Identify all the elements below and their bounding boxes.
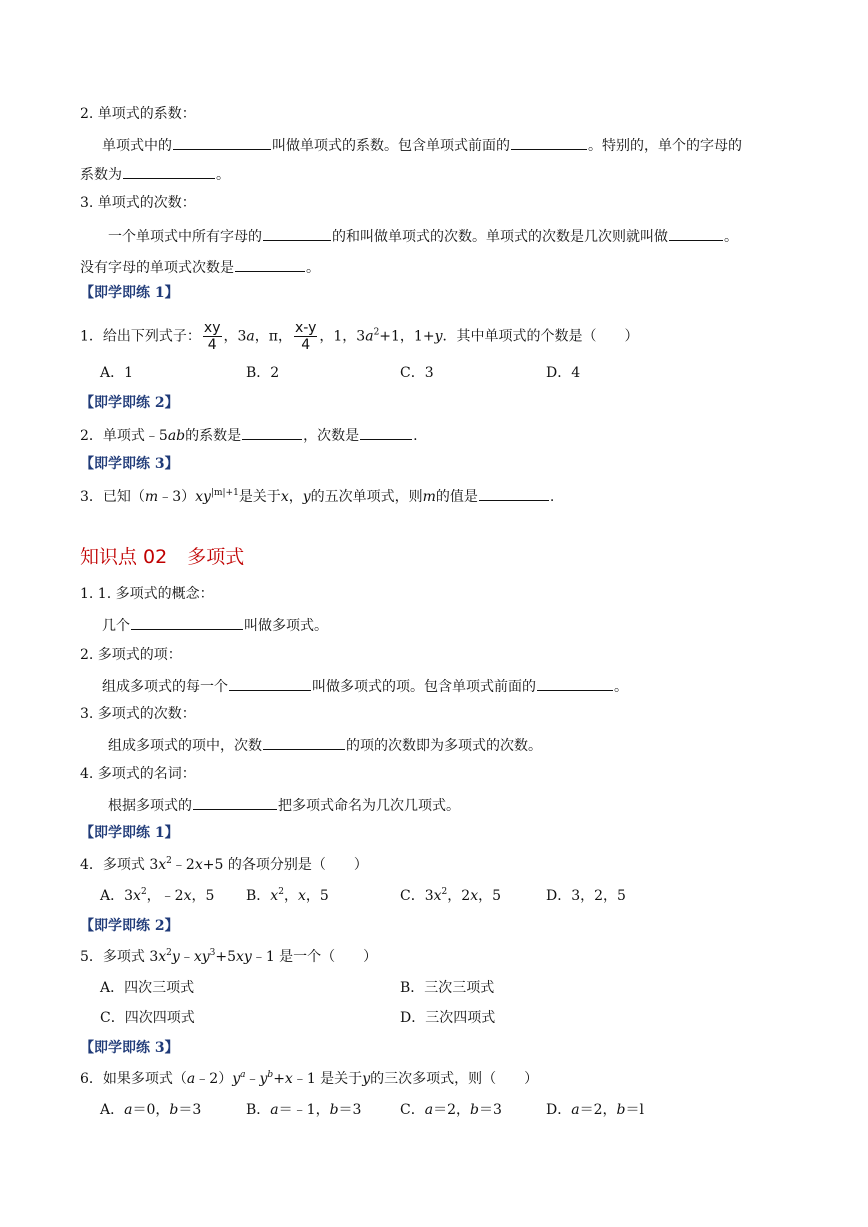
text: ，﹣2 xyxy=(146,888,184,904)
text: ， xyxy=(283,888,298,904)
answer-blank[interactable] xyxy=(193,794,277,810)
degree-heading xyxy=(80,193,196,213)
text: 的项的次数即为多项式的次数。 xyxy=(346,738,542,754)
text: 。 xyxy=(306,260,320,276)
answer-blank[interactable] xyxy=(263,225,331,241)
text: 没有字母的单项式次数是 xyxy=(80,260,234,276)
variable: xy xyxy=(193,949,210,965)
text: ，5 xyxy=(305,888,329,904)
variable: y xyxy=(259,1071,268,1087)
text: ．其中单项式的个数是（ ） xyxy=(442,328,639,345)
heading-text: 3. 单项式的次数： xyxy=(80,195,196,211)
text: 的三次多项式，则（ ） xyxy=(370,1071,539,1087)
coef-heading xyxy=(80,104,196,124)
term-heading: 2. 多项式的项： xyxy=(80,647,182,663)
exponent: 2 xyxy=(373,327,380,338)
section-title: 多项式 xyxy=(187,546,245,568)
text: 的系数是 xyxy=(185,428,242,444)
concept-line xyxy=(102,614,328,636)
answer-blank[interactable] xyxy=(173,134,271,150)
degree-line-1 xyxy=(108,225,738,247)
text: 叫做多项式的项。包含单项式前面的 xyxy=(312,679,536,695)
variable: x xyxy=(284,1071,293,1087)
answer-blank[interactable] xyxy=(479,485,549,501)
option-b[interactable] xyxy=(246,886,329,906)
text: 组成多项式的每一个 xyxy=(102,679,228,695)
option-d[interactable]: D．三次四项式 xyxy=(400,1010,496,1026)
text: ﹣1 是一个（ ） xyxy=(251,949,378,965)
option-b[interactable]: B．三次三项式 xyxy=(400,980,495,996)
text: . xyxy=(549,489,555,505)
variable: x xyxy=(280,489,289,505)
practice-tag: 【即学即练 1】 xyxy=(80,825,179,841)
text: 组成多项式的项中，次数 xyxy=(108,738,262,754)
option-c[interactable] xyxy=(400,886,501,906)
text: 2．单项式﹣5 xyxy=(80,428,168,444)
text: B． xyxy=(246,1102,271,1118)
section-label: 知识点 02 xyxy=(80,546,168,568)
answer-blank[interactable] xyxy=(669,225,723,241)
variable: x xyxy=(270,888,279,904)
question-2 xyxy=(80,424,418,446)
variable: b xyxy=(470,1102,479,1118)
option-a[interactable] xyxy=(100,1100,201,1120)
exponent: 3 xyxy=(209,948,216,958)
poly-degree-line xyxy=(108,734,542,756)
variable: x xyxy=(158,857,167,873)
text: ﹣1 是关于 xyxy=(292,1071,363,1087)
option-a[interactable] xyxy=(100,886,214,906)
text: ，5 xyxy=(191,888,215,904)
text: + xyxy=(273,1071,285,1087)
text: A．3 xyxy=(100,888,134,904)
concept-heading: 1. 1. 多项式的概念： xyxy=(80,586,214,602)
exponent: |m|+1 xyxy=(210,488,239,498)
text: 几个 xyxy=(102,618,130,634)
question-4 xyxy=(80,855,368,875)
option-c[interactable]: C．3 xyxy=(400,365,434,381)
text: C． xyxy=(400,1102,425,1118)
text: ＝3 xyxy=(478,1102,502,1118)
variable: b xyxy=(616,1102,626,1118)
text: ﹣2 xyxy=(171,857,195,873)
text: A． xyxy=(100,1102,125,1118)
question-5 xyxy=(80,947,377,967)
variable: y xyxy=(232,1071,241,1087)
text: 。 xyxy=(216,167,230,183)
text: 叫做单项式的系数。包含单项式前面的 xyxy=(272,138,510,154)
text: ﹣ xyxy=(245,1071,260,1087)
text: ＝3 xyxy=(338,1102,362,1118)
text: ，π， xyxy=(254,328,292,345)
fraction xyxy=(203,320,222,353)
answer-blank[interactable] xyxy=(263,734,345,750)
text: 系数为 xyxy=(80,167,122,183)
variable: ab xyxy=(167,428,186,444)
option-a[interactable]: A．四次三项式 xyxy=(100,980,195,996)
text: 叫做多项式。 xyxy=(244,618,328,634)
text: +5 xyxy=(215,949,237,965)
text: ﹣3） xyxy=(158,489,196,505)
text: ， xyxy=(288,489,303,505)
text: 单项式中的 xyxy=(102,138,172,154)
section-heading xyxy=(80,544,244,570)
variable: xy xyxy=(195,489,211,505)
practice-tag: 【即学即练 3】 xyxy=(80,456,179,472)
text: ＝3 xyxy=(178,1102,202,1118)
answer-blank[interactable] xyxy=(360,424,412,440)
numerator: xy xyxy=(203,320,221,336)
option-d[interactable] xyxy=(546,1100,644,1120)
denominator: 4 xyxy=(207,337,217,353)
text: 4．多项式 3 xyxy=(80,857,159,873)
practice-tag: 【即学即练 3】 xyxy=(80,1040,179,1056)
option-c[interactable] xyxy=(400,1100,502,1120)
exponent: 2 xyxy=(278,887,284,897)
variable: b xyxy=(169,1102,179,1118)
naming-line xyxy=(108,794,460,816)
heading-text: 2. 单项式的系数： xyxy=(80,106,196,122)
naming-heading: 4. 多项式的名词： xyxy=(80,766,196,782)
text: 的和叫做单项式的次数。单项式的次数是几次则就叫做 xyxy=(332,229,668,245)
text: ＝2， xyxy=(433,1102,470,1118)
variable: m xyxy=(422,489,436,505)
question-3 xyxy=(80,485,554,507)
text: 。特别的，单个的字母的 xyxy=(588,138,742,154)
text: 1．给出下列式子： xyxy=(80,328,201,345)
text: ，次数是 xyxy=(303,428,360,444)
text: ，2 xyxy=(447,888,471,904)
exponent: 2 xyxy=(166,948,172,958)
variable: x xyxy=(297,888,306,904)
variable: y xyxy=(434,328,443,345)
text: B． xyxy=(246,888,271,904)
variable: m xyxy=(144,489,159,505)
text: ﹣ xyxy=(179,949,194,965)
text: 。 xyxy=(614,679,628,695)
answer-blank[interactable] xyxy=(123,163,215,179)
variable: x xyxy=(470,888,479,904)
answer-blank[interactable] xyxy=(131,614,243,630)
term-line xyxy=(102,675,628,697)
text: 是关于 xyxy=(238,489,281,505)
variable: a xyxy=(365,328,374,345)
text: +5 的各项分别是（ ） xyxy=(202,857,368,873)
practice-tag: 【即学即练 2】 xyxy=(80,395,179,411)
text: 把多项式命名为几次几项式。 xyxy=(278,798,460,814)
variable: x xyxy=(433,888,442,904)
text: C．3 xyxy=(400,888,434,904)
variable: a xyxy=(270,1102,279,1118)
exponent: a xyxy=(240,1070,246,1080)
text: 3．已知（ xyxy=(80,489,145,505)
answer-blank[interactable] xyxy=(229,675,311,691)
poly-degree-heading: 3. 多项式的次数： xyxy=(80,706,196,722)
variable: x xyxy=(133,888,141,904)
text: ＝﹣1， xyxy=(278,1102,330,1118)
option-d[interactable]: D．3，2，5 xyxy=(546,888,626,904)
numerator: x-y xyxy=(294,320,317,336)
text: D． xyxy=(546,1102,572,1118)
text: 。 xyxy=(724,229,738,245)
variable: y xyxy=(362,1071,371,1087)
text: ，5 xyxy=(478,888,502,904)
variable: y xyxy=(302,489,311,505)
option-d[interactable]: D．4 xyxy=(546,365,581,381)
option-a[interactable]: A．1 xyxy=(100,365,134,381)
answer-blank[interactable] xyxy=(537,675,613,691)
text: ＝0， xyxy=(132,1102,170,1118)
answer-blank[interactable] xyxy=(242,424,302,440)
variable: x xyxy=(158,949,167,965)
fraction xyxy=(294,320,317,353)
text: ，1，3 xyxy=(319,328,366,345)
exponent: b xyxy=(267,1070,274,1080)
answer-blank[interactable] xyxy=(511,134,587,150)
text: ，3 xyxy=(223,328,247,345)
text: 一个单项式中所有字母的 xyxy=(108,229,262,245)
text: . xyxy=(413,428,418,444)
text: 6．如果多项式（ xyxy=(80,1071,187,1087)
degree-line-2 xyxy=(80,256,320,278)
practice-tag: 【即学即练 2】 xyxy=(80,918,179,934)
option-c[interactable]: C．四次四项式 xyxy=(100,1010,195,1026)
text: 的值是 xyxy=(435,489,478,505)
option-b[interactable]: B．2 xyxy=(246,365,280,381)
question-6 xyxy=(80,1069,538,1089)
exponent: 2 xyxy=(441,887,448,897)
answer-blank[interactable] xyxy=(235,256,305,272)
variable: y xyxy=(171,949,180,965)
practice-tag: 【即学即练 1】 xyxy=(80,285,179,301)
variable: a xyxy=(186,1071,196,1087)
exponent: 2 xyxy=(166,856,172,866)
variable: a xyxy=(246,328,255,345)
exponent: 2 xyxy=(140,887,147,897)
variable: x xyxy=(194,857,203,873)
variable: xy xyxy=(236,949,252,965)
text: ＝l xyxy=(625,1102,644,1118)
text: +1，1+ xyxy=(379,328,435,345)
text: 5．多项式 3 xyxy=(80,949,159,965)
variable: a xyxy=(571,1102,580,1118)
coef-line-1 xyxy=(102,134,742,156)
text: ＝2， xyxy=(579,1102,617,1118)
variable: a xyxy=(124,1102,133,1118)
text: ﹣2） xyxy=(195,1071,233,1087)
variable: b xyxy=(329,1102,339,1118)
variable: x xyxy=(183,888,192,904)
denominator: 4 xyxy=(301,337,311,353)
variable: a xyxy=(424,1102,434,1118)
question-1 xyxy=(80,320,639,353)
option-b[interactable] xyxy=(246,1100,361,1120)
text: 的五次单项式，则 xyxy=(310,489,423,505)
coef-line-2 xyxy=(80,163,230,185)
text: 根据多项式的 xyxy=(108,798,192,814)
